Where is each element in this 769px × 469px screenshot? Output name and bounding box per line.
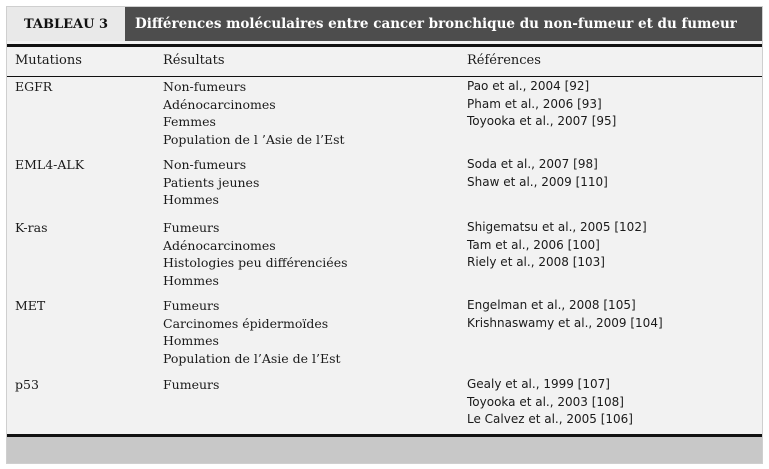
reference-item: Shaw et al., 2009 [110] — [467, 174, 608, 189]
table-label: TABLEAU 3 — [7, 7, 125, 41]
resultats-cell — [163, 78, 345, 148]
header-resultats: Résultats — [163, 53, 225, 68]
resultat-item: Non-fumeurs — [163, 157, 247, 172]
resultat-item: Population de l’Asie de l’Est — [163, 350, 341, 366]
references-cell — [467, 297, 663, 332]
resultat-item: Carcinomes épidermoïdes — [163, 315, 329, 331]
reference-item: Shigematsu et al., 2005 [102] — [467, 220, 647, 234]
resultat-item: Non-fumeurs — [163, 79, 247, 94]
resultat-item: Fumeurs — [163, 377, 220, 392]
reference-item: Krishnaswamy et al., 2009 [104] — [467, 315, 663, 330]
table-header-row — [7, 48, 762, 74]
top-rule — [7, 44, 762, 47]
header-references: Références — [467, 53, 541, 68]
footer-band — [7, 437, 762, 463]
reference-item: Soda et al., 2007 [98] — [467, 157, 598, 171]
resultat-item: Histologies peu différenciées — [163, 255, 348, 270]
reference-item: Pao et al., 2004 [92] — [467, 79, 590, 93]
table-frame — [6, 6, 763, 464]
resultats-cell — [163, 156, 259, 209]
references-cell — [467, 78, 616, 131]
resultat-item: Femmes — [163, 114, 216, 129]
header-mutations: Mutations — [15, 53, 82, 68]
mutation-cell: MET — [15, 298, 46, 313]
resultat-item: Hommes — [163, 192, 219, 207]
references-cell — [467, 376, 633, 429]
mutation-cell: EML4-ALK — [15, 157, 85, 172]
table-title-bar — [7, 7, 762, 41]
reference-item: Gealy et al., 1999 [107] — [467, 377, 610, 391]
reference-item: Tam et al., 2006 [100] — [467, 237, 600, 252]
resultats-cell — [163, 376, 219, 394]
reference-item: Engelman et al., 2008 [105] — [467, 298, 636, 312]
header-rule — [7, 76, 762, 77]
mutation-cell: p53 — [15, 377, 39, 392]
resultat-item: Fumeurs — [163, 298, 220, 313]
reference-item: Pham et al., 2006 [93] — [467, 96, 602, 111]
resultat-item: Fumeurs — [163, 220, 220, 235]
reference-item: Riely et al., 2008 [103] — [467, 255, 605, 269]
resultat-item: Patients jeunes — [163, 174, 260, 190]
reference-item: Toyooka et al., 2007 [95] — [467, 114, 617, 128]
table-title: Différences moléculaires entre cancer bronchique du non-fumeur et du fumeur — [125, 7, 762, 41]
mutation-cell: K-ras — [15, 220, 48, 235]
reference-item: Le Calvez et al., 2005 [106] — [467, 412, 633, 426]
mutation-cell: EGFR — [15, 79, 53, 94]
resultat-item: Population de l ’Asie de l’Est — [163, 131, 345, 147]
reference-item: Toyooka et al., 2003 [108] — [467, 394, 624, 409]
resultat-item: Hommes — [163, 333, 219, 348]
resultats-cell — [163, 219, 348, 289]
references-cell — [467, 156, 608, 191]
resultats-cell — [163, 297, 341, 367]
references-cell — [467, 219, 647, 272]
resultat-item: Hommes — [163, 272, 219, 288]
resultat-item: Adénocarcinomes — [163, 237, 276, 253]
resultat-item: Adénocarcinomes — [163, 96, 276, 112]
